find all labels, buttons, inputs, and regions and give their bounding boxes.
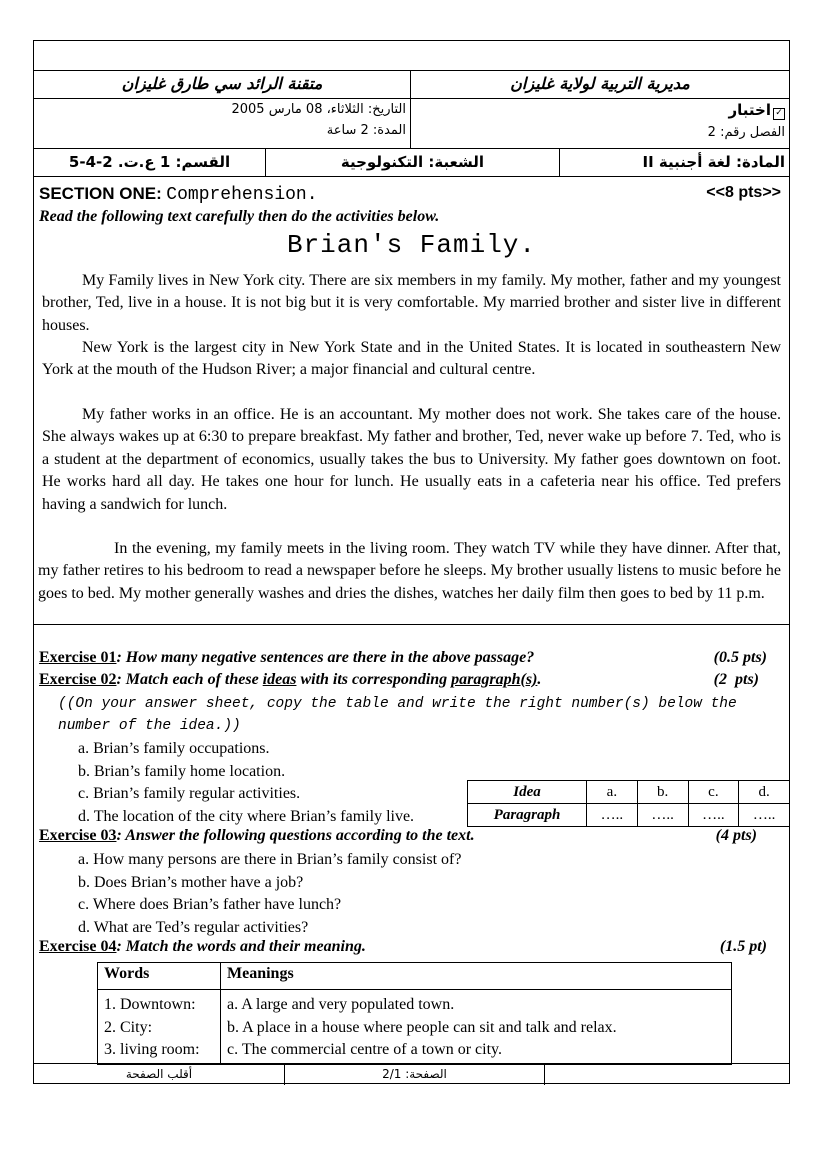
table-row <box>98 963 732 990</box>
meaning-item: a. A large and very populated town. <box>227 996 455 1013</box>
list-item: c. Brian’s family regular activities. <box>78 785 301 802</box>
exercise-02-items <box>78 738 414 828</box>
exam-duration: المدة: 2 ساعة <box>326 123 406 138</box>
exercise-03-text: : Answer the following questions according to the text. <box>116 827 475 844</box>
header-row-date <box>34 99 789 149</box>
idea-col-b: b. <box>637 781 688 804</box>
exercise-02 <box>39 671 541 689</box>
branch-name: الشعبة: التكنولوجية <box>265 149 559 176</box>
exam-page-frame <box>33 40 790 1084</box>
exercise-03-label: Exercise 03 <box>39 827 117 844</box>
exercise-02-text-c: . <box>537 671 542 688</box>
exercise-02-paragraphs: paragraph(s) <box>451 671 538 688</box>
list-item: b. Does Brian’s mother have a job? <box>78 873 304 891</box>
meanings-cell <box>221 990 732 1065</box>
table-row <box>468 781 790 804</box>
exercise-03-items <box>78 849 461 939</box>
exercise-02-ideas: ideas <box>262 671 297 688</box>
paragraph-4: In the evening, my family meets in the living room. They watch TV while they have dinner. After that, my father retires to his bedroom to read a newspaper before he sleeps. My brother usually listens to music before he goes to bed. My mother generally washes and dries the dishes, watches her daily film then goes to bed by 11 p.m. <box>38 540 781 602</box>
meanings-header: Meanings <box>221 963 732 990</box>
meaning-item: b. A place in a house where people can sit and talk and relax. <box>227 1018 617 1036</box>
idea-col-c: c. <box>688 781 739 804</box>
words-meanings-table <box>97 962 732 1065</box>
text-title: Brian's Family. <box>286 230 537 260</box>
exam-date: التاريخ: الثلاثاء، 08 مارس 2005 <box>231 102 406 117</box>
list-item: d. The location of the city where Brian’s family live. <box>78 807 415 825</box>
exercise-04-points: (1.5 pt) <box>719 938 767 955</box>
exercise-02-label: Exercise 02 <box>39 671 117 688</box>
date-cell <box>34 99 410 148</box>
comprehension-section <box>34 177 789 625</box>
exercise-02-note: ((On your answer sheet, copy the table and write the right number(s) below the number of the idea.)) <box>58 696 737 734</box>
list-item: a. How many persons are there in Brian’s family consist of? <box>78 851 462 868</box>
paragraph-blank-b: ….. <box>637 804 688 827</box>
exam-info-cell <box>410 99 789 148</box>
exam-type: اختبار <box>728 101 771 119</box>
directorate-name: مديرية التربية لولاية غليزان <box>410 71 789 98</box>
table-row <box>98 990 732 1065</box>
paragraph-blank-c: ….. <box>688 804 739 827</box>
section-points: <<8 pts>> <box>706 184 781 201</box>
list-item: a. Brian’s family occupations. <box>78 740 270 757</box>
words-cell <box>98 990 221 1065</box>
list-item: d. What are Ted’s regular activities? <box>78 918 309 936</box>
exercise-01-label: Exercise 01 <box>39 649 117 666</box>
exercises-section <box>34 625 789 1063</box>
paragraph-header: Paragraph <box>468 804 587 827</box>
exercise-04-label: Exercise 04 <box>39 938 117 955</box>
top-empty-row <box>34 41 789 71</box>
idea-col-a: a. <box>587 781 638 804</box>
paragraph-blank-d: ….. <box>739 804 790 827</box>
exam-type-line <box>411 99 785 123</box>
exercise-01 <box>39 649 534 667</box>
exercise-02-points: (2 pts) <box>713 671 759 688</box>
section-instruction: Read the following text carefully then do the activities below. <box>39 208 440 225</box>
list-item: b. Brian’s family home location. <box>78 762 286 780</box>
exam-term: الفصل رقم: 2 <box>707 125 785 140</box>
exercise-04 <box>39 938 366 956</box>
meaning-item: c. The commercial centre of a town or city. <box>227 1041 502 1058</box>
section-title-line <box>39 183 318 205</box>
paragraph-3: My father works in an office. He is an accountant. My mother does not work. She takes care of the house. She always wakes up at 6:30 to prepare breakfast. My father and brother, Ted, never wake up before 7. Ted, who is a student at the department of economics, usually takes the bus to University. My father goes downtown on foot. He works hard all day. He takes one hour for lunch. He usually eats in a cafeteria near his office. Ted prefers having a sandwich for lunch. <box>42 406 781 513</box>
paragraph-blank-a: ….. <box>587 804 638 827</box>
header-row-class <box>34 149 789 177</box>
section-subtitle: Comprehension. <box>166 185 318 205</box>
exercise-01-text: : How many negative sentences are there in the above passage? <box>116 649 535 666</box>
footer-row <box>34 1063 789 1085</box>
header-row-institutions <box>34 71 789 99</box>
word-item: 1. Downtown: <box>104 996 196 1013</box>
table-row <box>468 804 790 827</box>
word-item: 2. City: <box>104 1018 153 1036</box>
words-header: Words <box>98 963 221 990</box>
school-name: متقنة الرائد سي طارق غليزان <box>121 74 323 93</box>
page-number: الصفحة: 2/1 <box>284 1064 544 1085</box>
list-item: c. Where does Brian’s father have lunch? <box>78 896 342 913</box>
word-item: 3. living room: <box>104 1041 200 1058</box>
exercise-04-text: : Match the words and their meaning. <box>116 938 366 955</box>
turn-page-text: أقلب الصفحة <box>125 1067 193 1081</box>
checkbox-icon: ✓ <box>773 108 785 120</box>
paragraph-2: New York is the largest city in New York State and in the United States. It is located in southeastern New York at the mouth of the Hudson River; a major financial and cultural centre. <box>42 339 781 379</box>
idea-header: Idea <box>468 781 587 804</box>
exercise-02-text-a: : Match each of these <box>116 671 263 688</box>
exercise-02-text-b: with its corresponding <box>296 671 452 688</box>
exercise-01-points: (0.5 pts) <box>713 649 767 666</box>
idea-paragraph-table <box>467 780 790 827</box>
paragraph-1: My Family lives in New York city. There are six members in my family. My mother, father and my youngest brother, Ted, live in a house. It is not big but it is very comfortable. My married brother and sister live in different houses. <box>42 272 781 334</box>
class-name: القسم: 1 ع.ت. 2-4-5 <box>68 153 231 171</box>
footer-empty-cell <box>544 1064 789 1085</box>
subject-name: المادة: لغة أجنبية II <box>559 149 789 176</box>
exercise-03-points: (4 pts) <box>715 827 757 844</box>
section-title: SECTION ONE: <box>39 184 162 203</box>
idea-col-d: d. <box>739 781 790 804</box>
exercise-03 <box>39 827 475 845</box>
